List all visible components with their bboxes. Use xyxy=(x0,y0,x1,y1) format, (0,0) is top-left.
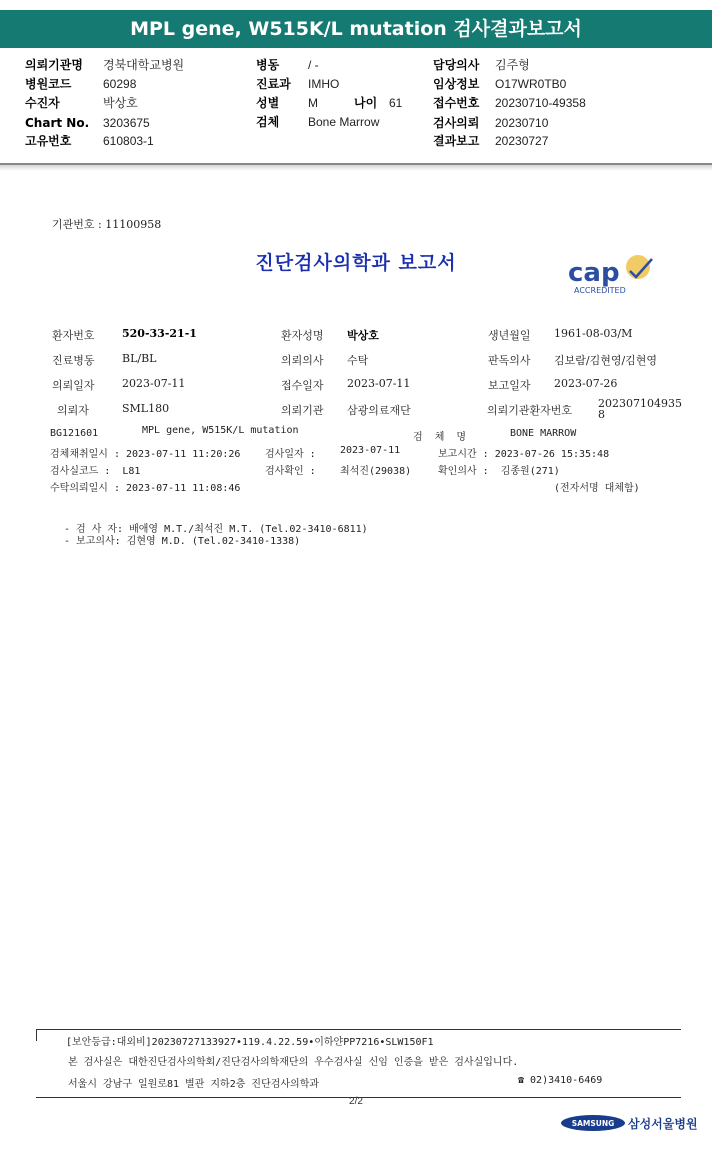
cap-logo-text: cap xyxy=(568,258,620,288)
ward-value: / - xyxy=(308,58,319,72)
request-date-2: 2023-07-11 xyxy=(122,377,186,390)
pt-label-7: 의뢰일자 xyxy=(52,379,95,392)
sex-label: 성별 xyxy=(256,96,280,110)
requesting-doctor: 수탁 xyxy=(347,354,369,367)
test-name: MPL gene, W515K/L mutation xyxy=(142,425,299,436)
pt-label-10: 의뢰자 xyxy=(57,404,89,417)
specimen-code: BG121601 xyxy=(50,428,99,439)
confirm-value: 최석진(29038) xyxy=(340,466,412,477)
result-date-label: 결과보고 xyxy=(433,134,480,148)
chart-no-label: Chart No. xyxy=(25,116,90,130)
consign-datetime: 수탁의뢰일시 : 2023-07-11 11:08:46 xyxy=(50,483,241,494)
age-label: 나이 xyxy=(354,96,378,110)
page-number: 2/2 xyxy=(349,1096,363,1107)
confirm-doctor: 확인의사 : 김종원(271) xyxy=(438,466,560,477)
phone-line: ☎ 02)3410-6469 xyxy=(518,1075,603,1086)
birth-date: 1961-08-03/M xyxy=(554,327,633,340)
pt-label-1: 환자번호 xyxy=(52,329,95,342)
examiner-line: - 검 사 자: 배애영 M.T./최석진 M.T. (Tel.02-3410-6811) xyxy=(64,524,368,535)
samsung-logo-text: SAMSUNG xyxy=(571,1119,615,1128)
samsung-logo xyxy=(560,1114,626,1132)
accession-value: 20230710-49358 xyxy=(495,96,586,110)
chart-no-value: 3203675 xyxy=(103,116,150,130)
cap-accredited-logo xyxy=(566,255,662,299)
attending-label: 담당의사 xyxy=(433,58,480,72)
request-date-value: 20230710 xyxy=(495,116,549,130)
report-title-bar: MPL gene, W515K/L mutation 검사결과보고서 xyxy=(0,10,712,48)
pt-label-11: 의뢰기관 xyxy=(281,404,324,417)
pt-label-6: 판독의사 xyxy=(488,354,531,367)
department-label: 진료과 xyxy=(256,77,291,91)
pt-label-4: 진료병동 xyxy=(52,354,95,367)
institution-patient-no-cont: 8 xyxy=(598,408,605,421)
footer-left-tick xyxy=(36,1029,37,1041)
request-date-label: 검사의뢰 xyxy=(433,116,480,130)
patient-label: 수진자 xyxy=(25,96,60,110)
pt-label-2: 환자성명 xyxy=(281,329,324,342)
requester-code: SML180 xyxy=(122,402,170,415)
report-time: 보고시간 : 2023-07-26 15:35:48 xyxy=(438,449,610,460)
institution-patient-no: 202307104935 xyxy=(598,397,682,410)
lab-code: 검사실코드 : L81 xyxy=(50,466,141,477)
hospital-name: 삼성서울병원 xyxy=(628,1117,698,1131)
unique-no-label: 고유번호 xyxy=(25,134,72,148)
clinical-info-value: O17WR0TB0 xyxy=(495,77,567,91)
pt-label-9: 보고일자 xyxy=(488,379,531,392)
security-line: [보안등급:대외비]20230727133927•119.4.22.59•이하얀PP7216•SLW150F1 xyxy=(66,1037,434,1048)
test-date-label: 검사일자 : xyxy=(265,449,316,460)
reading-doctors: 김보람/김현영/김현영 xyxy=(554,354,658,367)
confirm-label: 검사확인 : xyxy=(265,466,316,477)
footer-top-rule xyxy=(36,1029,681,1030)
report-heading: 진단검사의학과 보고서 xyxy=(255,252,457,274)
pt-label-5: 의뢰의사 xyxy=(281,354,324,367)
ward-label: 병동 xyxy=(256,58,280,72)
attending-value: 김주형 xyxy=(495,58,530,72)
test-date-value: 2023-07-11 xyxy=(340,445,401,456)
pt-label-8: 접수일자 xyxy=(281,379,324,392)
clinical-info-label: 임상정보 xyxy=(433,77,480,91)
reporter-line: - 보고의사: 김현영 M.D. (Tel.02-3410-1338) xyxy=(64,536,301,547)
hospital-code-label: 병원코드 xyxy=(25,77,72,91)
sex-value: M xyxy=(308,96,318,110)
certification-line: 본 검사실은 대한진단검사의학회/진단검사의학재단의 우수검사실 신임 인증을 받은 검사실입니다. xyxy=(68,1057,519,1068)
specimen-value: Bone Marrow xyxy=(308,115,380,129)
specimen-name-label: 검 체 명 xyxy=(413,432,467,443)
age-value: 61 xyxy=(389,96,403,110)
electronic-signature-note: (전자서명 대체함) xyxy=(554,483,640,494)
pt-label-12: 의뢰기관환자번호 xyxy=(487,404,573,417)
hospital-code-value: 60298 xyxy=(103,77,137,91)
accession-label: 접수번호 xyxy=(433,96,480,110)
hospital-value: 경북대학교병원 xyxy=(103,58,185,72)
department-value: IMHO xyxy=(308,77,340,91)
receipt-date: 2023-07-11 xyxy=(347,377,411,390)
address-line: 서울시 강남구 일원로81 별관 지하2층 진단검사의학과 xyxy=(68,1079,320,1090)
unique-no-value: 610803-1 xyxy=(103,134,154,148)
cap-logo-sub: ACCREDITED xyxy=(574,286,626,295)
requesting-institution: 삼광의료재단 xyxy=(347,404,411,417)
pt-label-3: 생년월일 xyxy=(488,329,531,342)
patient-value: 박상호 xyxy=(103,96,138,110)
specimen-label: 검체 xyxy=(256,115,280,129)
patient-name: 박상호 xyxy=(347,329,379,342)
hospital-label: 의뢰기관명 xyxy=(25,58,83,72)
collect-datetime: 검체채취일시 : 2023-07-11 11:20:26 xyxy=(50,449,241,460)
result-date-value: 20230727 xyxy=(495,134,549,148)
specimen-name-value: BONE MARROW xyxy=(510,428,577,439)
patient-number: 520-33-21-1 xyxy=(122,327,197,340)
report-date: 2023-07-26 xyxy=(554,377,618,390)
ward-value-2: BL/BL xyxy=(122,352,157,365)
institution-number: 기관번호 : 11100958 xyxy=(52,218,162,231)
